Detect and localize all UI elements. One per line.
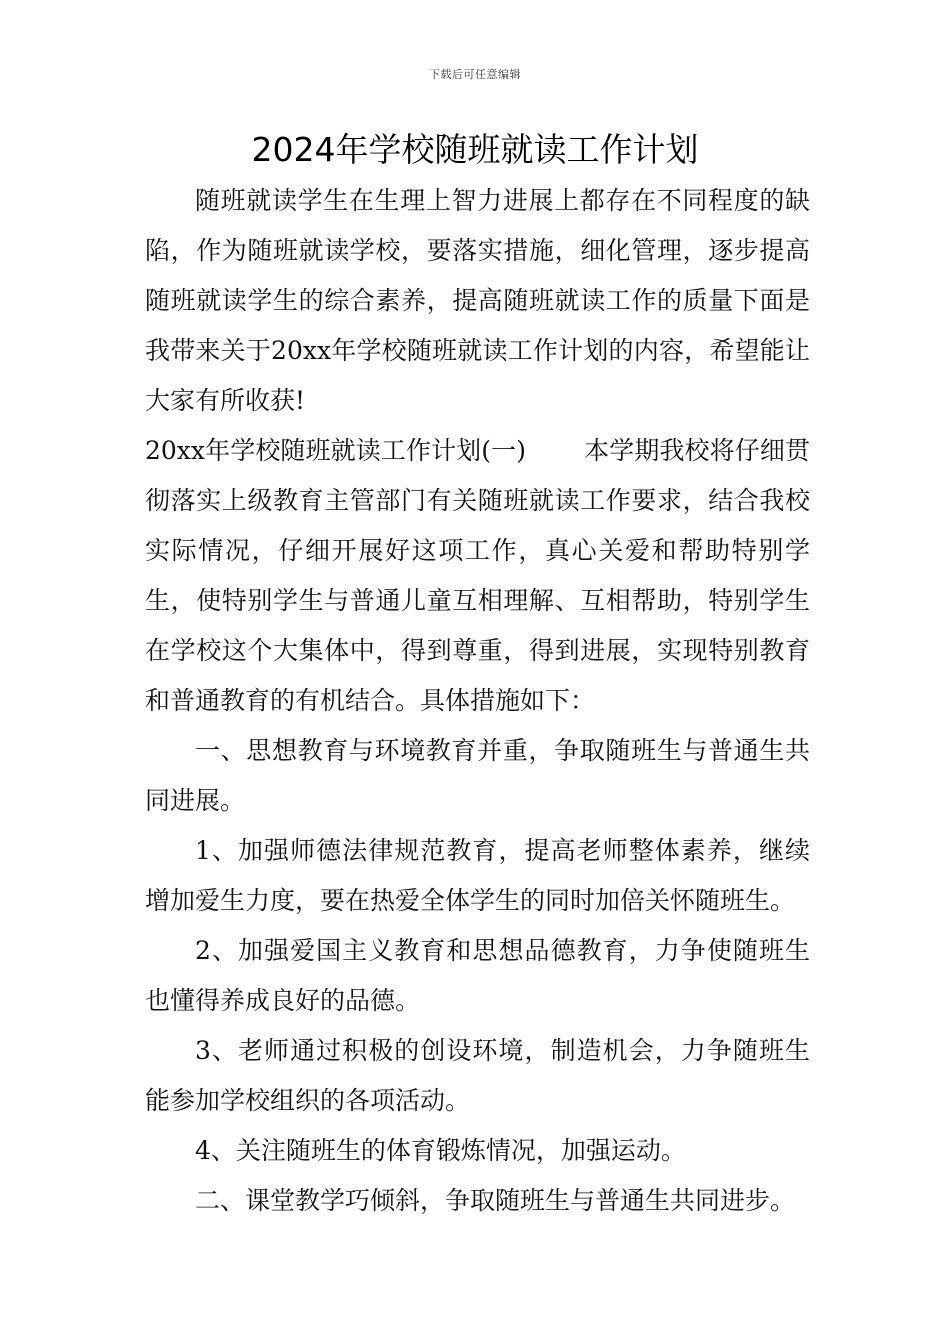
item-1: 1、加强师德法律规范教育，提高老师整体素养，继续增加爱生力度，要在热爱全体学生的同时加倍关怀随班生。 <box>145 836 810 915</box>
point-2: 二、课堂教学巧倾斜，争取随班生与普通生共同进步。 <box>195 1186 796 1215</box>
header-note: 下载后可任意编辑 <box>429 68 521 81</box>
point-1: 一、思想教育与环境教育并重，争取随班生与普通生共同进展。 <box>145 736 810 815</box>
section1-body: 本学期我校将仔细贯彻落实上级教育主管部门有关随班就读工作要求，结合我校实际情况，仔细开展好这项工作，真心关爱和帮助特别学生，使特别学生与普通儿童互相理解、互相帮助，特别学生在学校这个大集体中，得到尊重，得到进展，实现特别教育和普通教育的有机结合。具体措施如下： <box>145 436 810 715</box>
item-4: 4、关注随班生的体育锻炼情况，加强运动。 <box>195 1136 686 1165</box>
document-title: 2024年学校随班就读工作计划 <box>251 130 699 169</box>
document-body <box>145 176 810 1226</box>
section1-heading: 20xx年学校随班就读工作计划(一) <box>145 436 527 465</box>
item-3: 3、老师通过积极的创设环境，制造机会，力争随班生能参加学校组织的各项活动。 <box>145 1036 810 1115</box>
intro-paragraph: 随班就读学生在生理上智力进展上都存在不同程度的缺陷，作为随班就读学校，要落实措施，细化管理，逐步提高随班就读学生的综合素养，提高随班就读工作的质量下面是我带来关于20xx年学校随班就读工作计划的内容，希望能让大家有所收获! <box>145 186 810 415</box>
item-2: 2、加强爱国主义教育和思想品德教育，力争使随班生也懂得养成良好的品德。 <box>145 936 810 1015</box>
section1-paragraph <box>145 426 810 726</box>
